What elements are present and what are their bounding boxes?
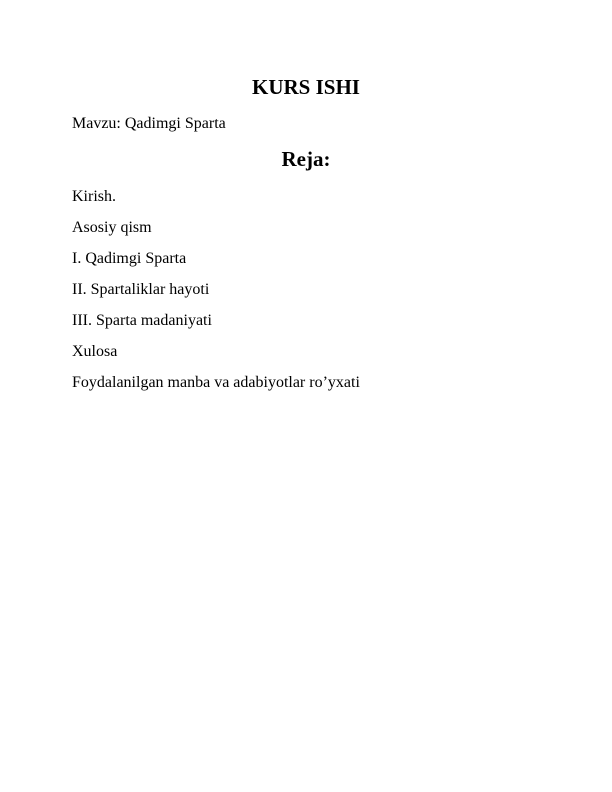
plan-item-main-part: Asosiy qism [72,219,152,236]
plan-item-references: Foydalanilgan manba va adabiyotlar ro’yxati [72,374,360,391]
plan-list [72,187,360,404]
plan-item-chapter-3: III. Sparta madaniyati [72,312,212,329]
plan-item-introduction: Kirish. [72,188,116,205]
plan-item-chapter-2: II. Spartaliklar hayoti [72,281,210,298]
plan-item-chapter-1: I. Qadimgi Sparta [72,250,187,267]
plan-heading: Reja: [281,147,331,171]
document-title: KURS ISHI [252,75,360,99]
topic-line: Mavzu: Qadimgi Sparta [72,115,226,132]
plan-item-conclusion: Xulosa [72,343,118,360]
